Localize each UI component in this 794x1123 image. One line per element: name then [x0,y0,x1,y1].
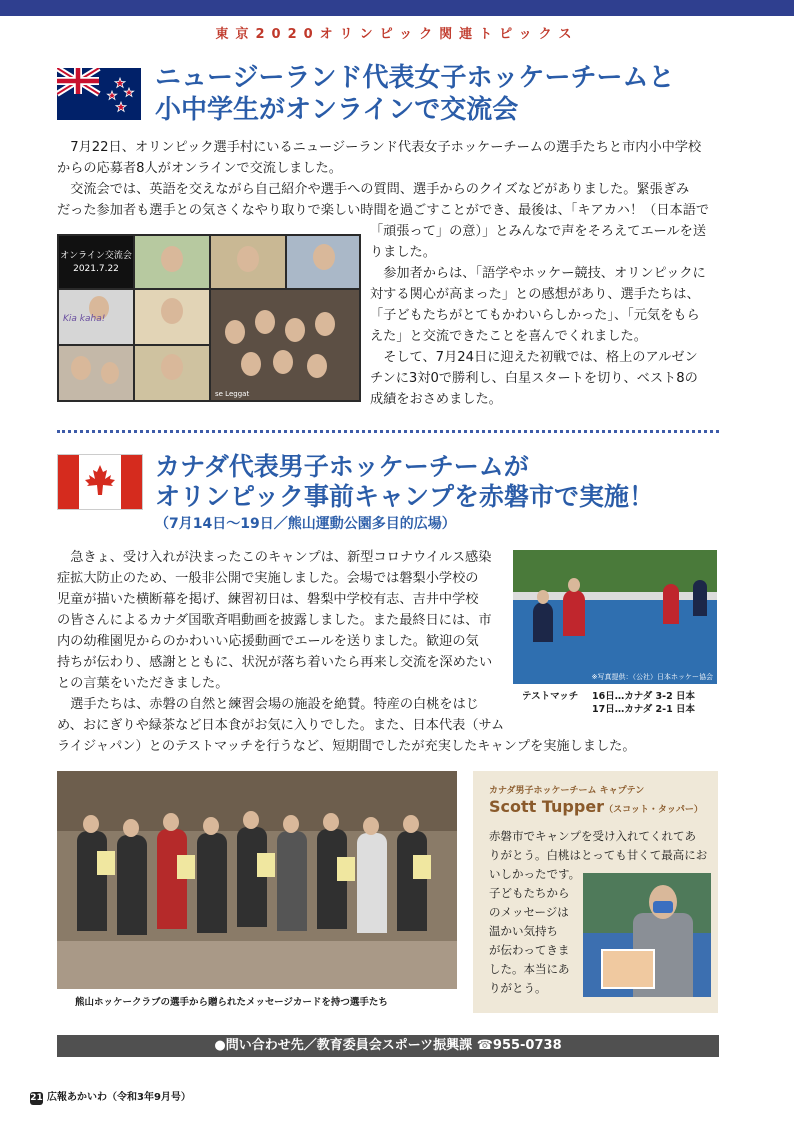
captain-quote-bottom [489,884,585,998]
text-line: えた」と交流できたことを喜んでくれました。 [370,329,647,344]
text-line: 対する関心が高まった」との感想があり、選手たちは、 [370,287,700,302]
kia-kaha-sign: Kia kaha! [63,314,106,324]
text-line: そして、7月24日に迎えた初戦では、格上のアルゼン [383,350,698,365]
article1-title [155,62,735,126]
text-line: 内の幼稚園児からのかわいい応援動画でエールを送りました。歓迎の気 [57,634,479,649]
text-line: 持ちが伝わり、感謝とともに、状況が落ち着いたら再来し交流を深めたい [57,655,493,670]
hockey-match-photo [513,550,717,684]
quote-line: 子どもたちから [489,886,570,900]
photo-credit: ※写真提供：（公社）日本ホッケー協会 [591,673,713,681]
text-line: 7月22日、オリンピック選手村にいるニュージーランド代表女子ホッケーチームの選手たちと市内小中学校 [70,140,702,155]
text-line: からの応募者8人がオンラインで交流しました。 [57,161,342,176]
section-header: 東京2020オリンピック関連トピックス [215,27,579,42]
text-line: 選手たちは、赤磐の自然と練習会場の施設を絶賛。特産の白桃をはじ [70,697,479,712]
contact-bar: ●問い合わせ先／教育委員会スポーツ振興課 ☎955-0738 [57,1035,719,1057]
article1-title-line2: 小中学生がオンラインで交流会 [155,95,519,125]
participant-name: se Leggat [215,390,250,398]
article1-body-top [57,137,727,221]
text-line: の皆さんによるカナダ国歌斉唱動画を披露しました。また最終日には、市 [57,613,492,628]
publication-name: 広報あかいわ（令和3年9月号） [47,1092,191,1103]
photo-label-line1: オンライン交流会 [60,251,132,261]
article2-title-line2: オリンピック事前キャンプを赤磐市で実施！ [155,482,655,511]
text-line: りました。 [370,245,436,260]
text-line: 「子どもたちがとてもかわいらしかった」、「元気をもら [370,308,700,323]
match-result-1: 16日…カナダ 3-2 日本 [592,691,696,702]
top-bar [0,0,794,16]
quote-line: した。本当にあ [489,962,570,976]
text-line: との言葉をいただきました。 [57,676,229,691]
article2-subtitle: （7月14日～19日／熊山運動公園多目的広場） [155,516,456,532]
online-meeting-photo [57,234,361,402]
quote-line: のメッセージは [489,905,569,919]
section-divider [57,430,719,433]
group-photo-caption: 熊山ホッケークラブの選手から贈られたメッセージカードを持つ選手たち [75,997,388,1008]
article1-body-right [370,221,730,410]
captain-photo [583,873,711,997]
text-line: め、おにぎりや緑茶など日本食がお気に入りでした。また、日本代表（サム [57,718,505,733]
text-line: 成績をおさめました。 [370,392,502,407]
team-group-photo [57,771,457,989]
captain-role: カナダ男子ホッケーチーム キャプテン [489,786,645,796]
captain-name [489,797,703,816]
text-line: だった参加者も選手との気さくなやり取りで楽しい時間を過ごすことができ、最後は、「キアカハ！（日本語で [57,203,710,218]
quote-line: りがとう。 [489,981,547,995]
text-line: ライジャパン）とのテストマッチを行うなど、短期間でしたが充実したキャンプを実施しました。 [57,739,636,754]
quote-line: りがとう。白桃はとっても甘くて最高にお [489,848,708,862]
text-line: 参加者からは、「語学やホッケー競技、オリンピックに [383,266,706,281]
article2-title-line1: カナダ代表男子ホッケーチームが [155,452,529,481]
text-line: 交流会では、英語を交えながら自己紹介や選手への質問、選手からのクイズなどがありました。緊張ぎみ [70,182,690,197]
quote-line: 温かい気持ち [489,924,558,938]
text-line: 急きょ、受け入れが決まったこのキャンプは、新型コロナウイルス感染 [70,550,492,565]
text-line: 児童が描いた横断幕を掲げ、練習初日は、磐梨中学校有志、吉井中学校 [57,592,479,607]
text-line: 症拡大防止のため、一般非公開で実施しました。会場では磐梨小学校の [57,571,479,586]
quote-line: が伝わってきま [489,943,570,957]
match-result-2: 17日…カナダ 2-1 日本 [592,704,696,715]
match-label: テストマッチ [522,691,579,702]
photo-label [59,236,133,288]
article2-body [57,547,507,715]
quote-line: いしかったです。 [489,867,581,881]
article2-title [155,452,755,512]
captain-quote-box [473,771,718,1013]
page-number: 21 [30,1093,43,1103]
footer [30,1088,191,1105]
canada-flag-icon [57,454,143,510]
text-line: 「頑張って」の意）」とみんなで声をそろえてエールを送 [370,224,707,239]
article2-body-bottom [57,715,727,757]
captain-name-kana: （スコット・タッパー） [604,805,703,815]
quote-line: 赤磐市でキャンプを受け入れてくれてあ [489,829,696,843]
text-line: チンに3対0で勝利し、白星スタートを切り、ベスト8の [370,371,698,386]
captain-name-en: Scott Tupper [489,797,605,816]
new-zealand-flag-icon [57,68,141,120]
photo-label-date: 2021.7.22 [73,264,119,274]
article1-title-line1: ニュージーランド代表女子ホッケーチームと [155,63,675,93]
